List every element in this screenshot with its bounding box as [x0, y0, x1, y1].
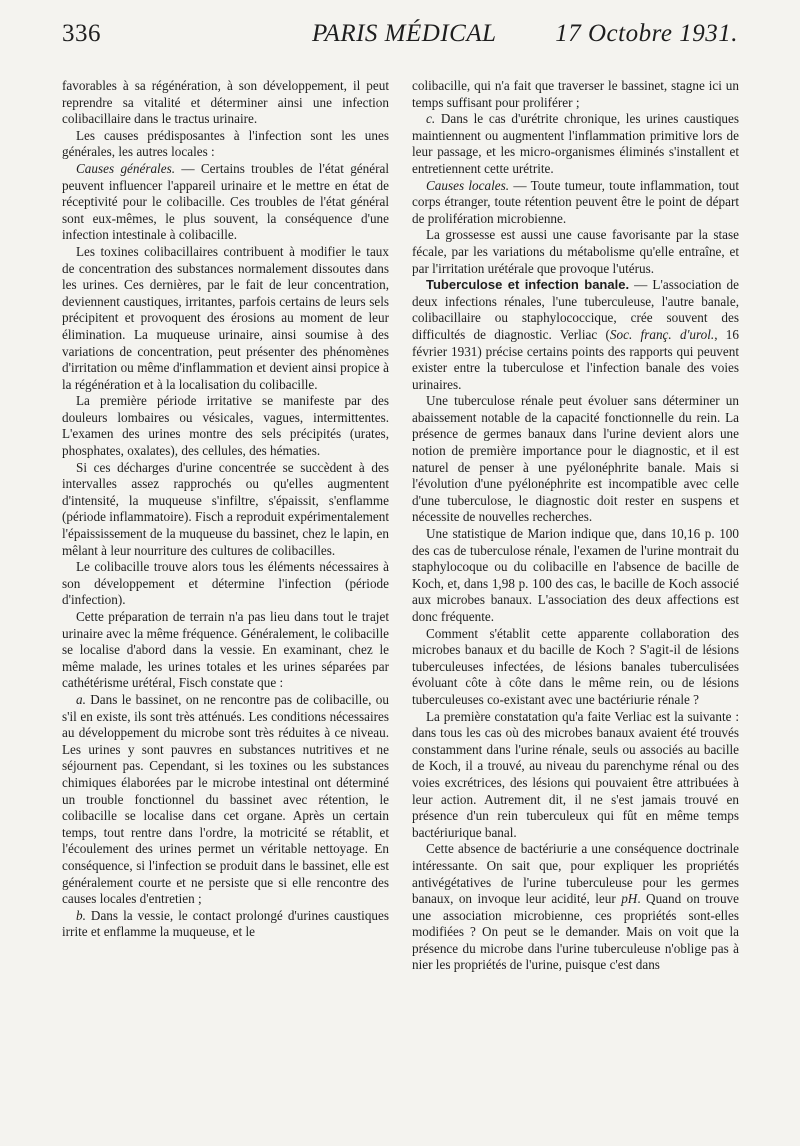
section-lead: Causes locales.	[426, 177, 510, 193]
list-marker: b.	[76, 907, 86, 923]
paragraph-text: Dans le bassinet, on ne rencontre pas de colibacille, ou s'il en existe, ils sont très atténués. Les conditions nécessaires au développement du microbe sont très réduites à ce niveau. Les urines y sont pauvres en substances nutritives et ne séjournent pas. Cependant, si les toxines ou les substances chimiques élaborées par le microbe intestinal ont déterminé un trouble fonctionnel du bassinet avec rétention, le colibacille se localise dans cet organe. Après un certain temps, tout rentre dans l'ordre, la motricité se rétablit, et l'écoulement des urines permet un véritable nettoyage. En conséquence, si l'infection se produit dans le bassinet, elle est généralement courte et ne persiste que si elle rencontre des causes locales d'entretien ;	[62, 691, 389, 907]
paragraph-text: — Toute tumeur, toute inflammation, tout corps étranger, toute rétention peuvent être le point de départ de prolifération microbienne.	[412, 177, 739, 226]
paragraph: favorables à sa régénération, à son développement, il peut reprendre sa vitalité et déterminer ainsi une infection colibacillaire dans le tractus urinaire.	[62, 78, 389, 127]
paragraph-text: — Certains troubles de l'état général peuvent influencer l'appareil urinaire et le mettre en état de réceptivité pour le colibacille. Ces troubles de l'état général sont eux-mêmes, le plus souvent, la conséquence d'une infection intestinale à colibacille.	[62, 160, 389, 243]
paragraph: colibacille, qui n'a fait que traverser le bassinet, stagne ici un temps suffisant pour proliférer ;	[412, 78, 739, 110]
paragraph	[412, 178, 739, 228]
paragraph	[62, 692, 389, 908]
paragraph-text: , 16 février 1931) précise certains points des rapports qui peuvent exister entre la tuberculose et l'infection banale des voies urinaires.	[412, 326, 739, 392]
paragraph: Comment s'établit cette apparente collaboration des microbes banaux et du bacille de Koch ? S'agit-il de lésions tuberculeuses infectées, de lésions banales tuberculisées évoluant côte à côte dans le même rein, ou de lésions tuberculeuses co-existant avec une bactériurie rénale ?	[412, 625, 739, 707]
running-header	[62, 20, 738, 60]
paragraph: La première constatation qu'a faite Verliac est la suivante : dans tous les cas où des microbes banaux avaient été trouvés constamment dans l'urine rénale, seuls ou associés au bacille de Koch, il a trouvé, au niveau du parenchyme rénal ou des voies excrétrices, des lésions qui pouvaient être attribuées à leur action. Autrement dit, il ne s'est jamais trouvé en présence d'un rein tuberculeux qui fût en même temps bactériurique banal.	[412, 708, 739, 840]
issue-date: 17 Octobre 1931.	[555, 20, 738, 47]
paragraph: La grossesse est aussi une cause favorisante par la stase fécale, par les variations du métabolisme qu'elle entraîne, et par l'irritation urétérale que provoque l'utérus.	[412, 227, 739, 276]
left-column	[62, 78, 389, 1140]
paragraph: Cette préparation de terrain n'a pas lieu dans tout le trajet urinaire avec la même fréquence. Généralement, le colibacille se localise d'abord dans la vessie. En examinant, chez le même malade, les urines totales et les urines séparées par cathétérisme urétéral, Fisch constate que :	[62, 609, 389, 691]
paragraph: La première période irritative se manifeste par des douleurs lombaires ou vésicales, vagues, intermittentes. L'examen des urines montre des sels précipités (urates, phosphates, oxalates), des cellules, des hématies.	[62, 393, 389, 459]
paragraph	[412, 277, 739, 393]
paragraph: Une statistique de Marion indique que, dans 10,16 p. 100 des cas de tuberculose rénale, l'examen de l'urine montrait du staphylocoque ou du colibacille en l'absence de bacille de Koch, et, dans 1,98 p. 100 des cas, le bacille de Koch associé aux microbes banaux. L'association des deux affections est donc fréquente.	[412, 526, 739, 624]
journal-title: PARIS MÉDICAL	[312, 20, 497, 47]
paragraph	[62, 161, 389, 244]
section-heading: Tuberculose et infection banale.	[426, 277, 630, 293]
paragraph	[412, 841, 739, 974]
citation: Soc. franç. d'urol.	[609, 326, 715, 342]
list-marker: a.	[76, 691, 86, 707]
page-number: 336	[62, 20, 101, 47]
text-columns	[62, 78, 739, 1140]
paragraph	[412, 111, 739, 177]
paragraph-text: Cette absence de bactériurie a une conséquence doctrinale intéressante. On sait que, pour expliquer les propriétés antivégétatives de l'urine tuberculeuse pour les germes banaux, on invoque leur acidité, leur	[412, 841, 739, 907]
right-column	[412, 78, 739, 1140]
list-marker: c.	[426, 111, 436, 127]
paragraph: Les toxines colibacillaires contribuent à modifier le taux de concentration des substances normalement dissoutes dans les urines. Ces dernières, par le fait de leur concentration, deviennent caustiques, irritantes, parfois certains de leurs sels précipitent et provoquent des érosions au moment de leur élimination. La muqueuse urinaire, ainsi soumise à des variations de concentration, peut présenter des phénomènes d'irritation ou même d'inflammation et devient ainsi propice à la régénération et à la localisation du colibacille.	[62, 243, 389, 392]
section-lead: Causes générales.	[76, 160, 176, 176]
paragraph: Les causes prédisposantes à l'infection sont les unes générales, les autres locales :	[62, 127, 389, 160]
paragraph: Si ces décharges d'urine concentrée se succèdent à des intervalles assez rapprochés ou qu'elles augmentent d'intensité, la muqueuse s'infiltre, s'épaissit, s'enflamme (période inflammatoire). Fisch a reproduit expérimentalement l'épaississement de la muqueuse du bassinet, chez le lapin, en mêlant à leur nourriture des cultures de colibacilles.	[62, 459, 389, 558]
paragraph: Le colibacille trouve alors tous les éléments nécessaires à son développement et détermine l'infection (période d'infection).	[62, 559, 389, 608]
paragraph-text: Dans le cas d'urétrite chronique, les urines caustiques maintiennent ou augmentent l'inflammation primitive lors de leur passage, et les micro-organismes éliminés s'installent et entretiennent cette urétrite.	[412, 111, 739, 176]
paragraph: Une tuberculose rénale peut évoluer sans déterminer un abaissement notable de la capacité fonctionnelle du rein. La présence de germes banaux dans l'urine devient alors une notion de première importance pour le diagnostic, et il est naturel de penser à une pyélonéphrite banale. Mais si l'évolution d'une pyélonéphrite est incompatible avec celle d'une tuberculose, le diagnostic doit rester en suspens et nécessite de nouvelles recherches.	[412, 393, 739, 525]
ph-term: pH	[621, 891, 638, 907]
paragraph	[62, 908, 389, 941]
paragraph-text: Dans la vessie, le contact prolongé d'urines caustiques irrite et enflamme la muqueuse, et le	[62, 907, 389, 940]
paragraph-text: — L'association de deux infections rénales, l'une tuberculeuse, l'autre banale, colibacillaire ou staphylococcique, crée souvent des difficultés de diagnostic. Verliac (	[412, 277, 739, 342]
paragraph-text: . Quand on trouve une association microbienne, ces propriétés sont-elles modifiées ? On peut se le demander. Mais on voit que la présence du microbe dans l'urine tuberculeuse n'oblige pas à nier les propriétés de l'urine, puisque c'est dans	[412, 891, 739, 973]
